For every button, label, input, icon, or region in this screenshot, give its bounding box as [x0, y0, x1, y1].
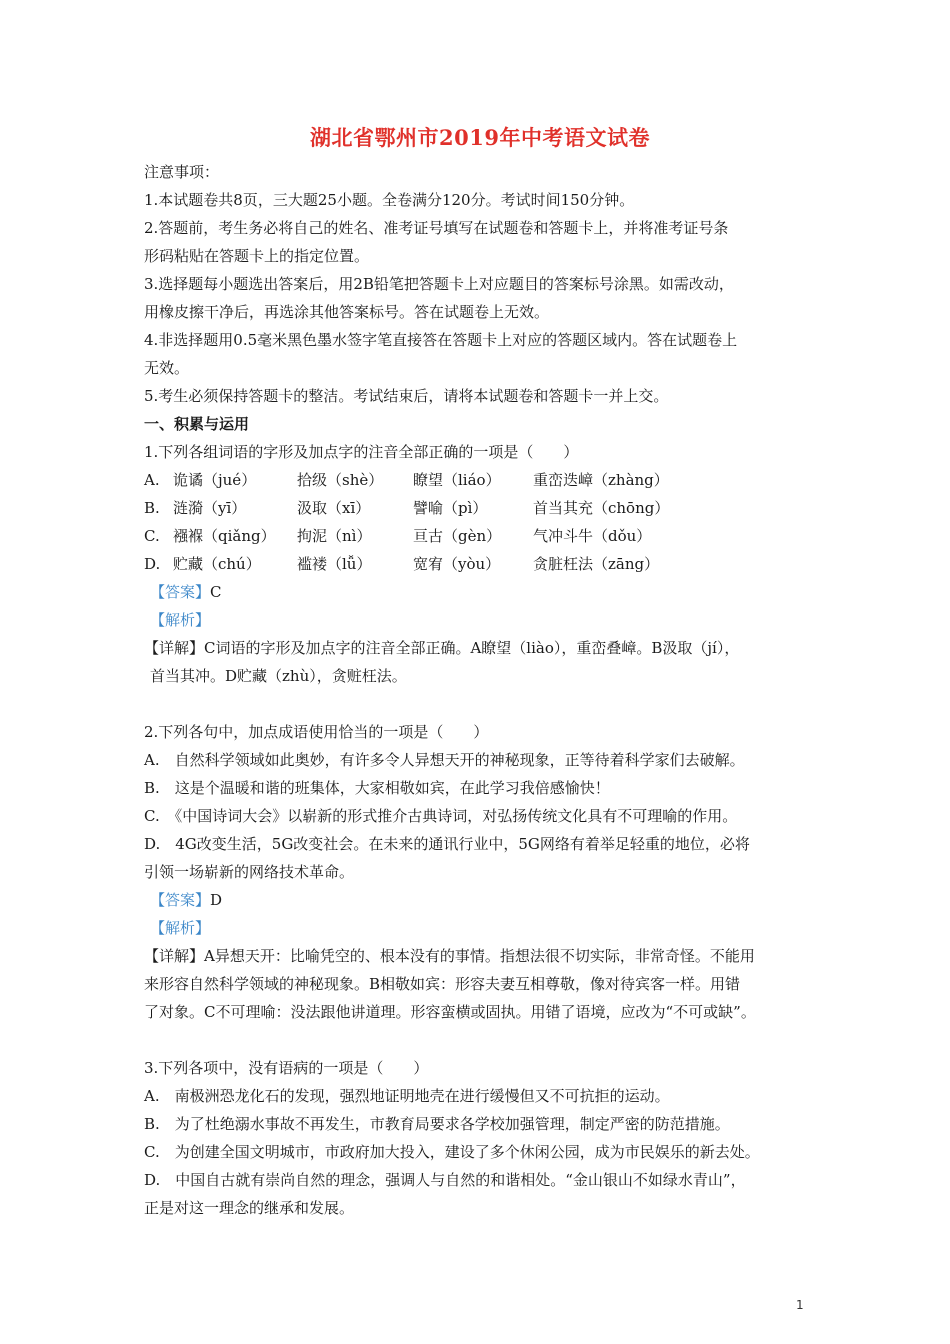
option-word: 贮藏（chú） — [173, 555, 261, 573]
exam-page — [144, 120, 816, 1222]
q2-option-d: D. 4G改变生活，5G改变社会。在未来的通讯行业中，5G网络有着举足轻重的地位，必将 — [144, 835, 750, 853]
spacer — [144, 1026, 816, 1054]
q1-option-c — [144, 522, 816, 550]
q1-detail-line: 【详解】C词语的字形及加点字的注音全部正确。A瞭望（liào），重峦叠嶂。B汲取（jí）， — [144, 639, 740, 657]
q1-option-b — [144, 494, 816, 522]
notice-heading: 注意事项： — [144, 163, 220, 181]
option-letter: D. — [144, 555, 161, 573]
q2-analysis — [144, 914, 816, 942]
q3-stem: 3.下列各项中，没有语病的一项是（ ） — [144, 1059, 429, 1077]
spacer — [144, 690, 816, 718]
notice-line: 1.本试题卷共8页，三大题25小题。全卷满分120分。考试时间150分钟。 — [144, 191, 635, 209]
q3-option-c: C. 为创建全国文明城市，市政府加大投入，建设了多个休闲公园，成为市民娱乐的新去处。 — [144, 1143, 760, 1161]
option-word: 拾级（shè） — [297, 471, 384, 489]
q2-option-d-cont: 引领一场崭新的网络技术革命。 — [144, 863, 355, 881]
q2-detail-line: 来形容自然科学领域的神秘现象。B相敬如宾：形容夫妻互相尊敬，像对待宾客一样。用错 — [144, 975, 741, 993]
q1-option-d — [144, 550, 816, 578]
q2-option-c: C. 《中国诗词大会》以崭新的形式推介古典诗词，对弘扬传统文化具有不可理喻的作用。 — [144, 807, 738, 825]
q2-stem: 2.下列各句中，加点成语使用恰当的一项是（ ） — [144, 723, 489, 741]
q2-option-b: B. 这是个温暖和谐的班集体，大家相敬如宾，在此学习我倍感愉快！ — [144, 779, 610, 797]
option-word: 涟漪（yī） — [173, 499, 247, 517]
option-letter: A. — [144, 471, 160, 489]
analysis-tag: 【解析】 — [150, 919, 211, 937]
q2-detail-line: 了对象。C不可理喻：没法跟他讲道理。形容蛮横或固执。用错了语境，应改为“不可或缺”。 — [144, 1003, 756, 1021]
option-word: 重峦迭嶂（zhàng） — [533, 471, 669, 489]
q3-option-d: D. 中国自古就有崇尚自然的理念，强调人与自然的和谐相处。“金山银山不如绿水青山”， — [144, 1171, 746, 1189]
exam-title: 湖北省鄂州市2019年中考语文试卷 — [310, 125, 650, 150]
q1-analysis — [144, 606, 816, 634]
option-word: 气冲斗牛（dǒu） — [533, 527, 652, 545]
q2-detail-line: 【详解】A异想天开：比喻凭空的、根本没有的事情。指想法很不切实际，非常奇怪。不能用 — [144, 947, 755, 965]
option-word: 汲取（xī） — [297, 499, 371, 517]
q1-stem: 1.下列各组词语的字形及加点字的注音全部正确的一项是（ ） — [144, 443, 579, 461]
notice-line: 3.选择题每小题选出答案后，用2B铅笔把答题卡上对应题目的答案标号涂黑。如需改动， — [144, 275, 734, 293]
notice-line: 用橡皮擦干净后，再选涂其他答案标号。答在试题卷上无效。 — [144, 303, 550, 321]
option-word: 拘泥（nì） — [297, 527, 372, 545]
q1-answer — [144, 578, 816, 606]
option-letter: C. — [144, 527, 160, 545]
answer-tag: 【答案】 — [150, 891, 211, 909]
option-word: 首当其充（chōng） — [533, 499, 670, 517]
option-word: 瞭望（liáo） — [413, 471, 501, 489]
q3-option-b: B. 为了杜绝溺水事故不再发生，市教育局要求各学校加强管理，制定严密的防范措施。 — [144, 1115, 730, 1133]
notice-line: 5.考生必须保持答题卡的整洁。考试结束后，请将本试题卷和答题卡一并上交。 — [144, 387, 669, 405]
q2-option-a: A. 自然科学领域如此奥妙，有许多令人异想天开的神秘现象，正等待着科学家们去破解。 — [144, 751, 745, 769]
analysis-tag: 【解析】 — [150, 611, 211, 629]
option-word: 襁褓（qiǎng） — [173, 527, 276, 545]
q3-option-d-cont: 正是对这一理念的继承和发展。 — [144, 1199, 355, 1217]
option-word: 褴褛（lǚ） — [297, 555, 372, 573]
option-word: 亘古（gèn） — [413, 527, 502, 545]
option-word: 譬喻（pì） — [413, 499, 488, 517]
answer-value: C — [210, 583, 222, 601]
q1-option-a — [144, 466, 816, 494]
notice-line: 2.答题前，考生务必将自己的姓名、准考证号填写在试题卷和答题卡上，并将准考证号条 — [144, 219, 729, 237]
notice-line: 形码粘贴在答题卡上的指定位置。 — [144, 247, 370, 265]
notice-line: 无效。 — [144, 359, 190, 377]
q2-answer — [144, 886, 816, 914]
answer-tag: 【答案】 — [150, 583, 211, 601]
q1-detail-line: 首当其冲。D贮藏（zhù），贪赃枉法。 — [150, 667, 407, 685]
notice-line: 4.非选择题用0.5毫米黑色墨水签字笔直接答在答题卡上对应的答题区域内。答在试题卷上 — [144, 331, 738, 349]
q3-option-a: A. 南极洲恐龙化石的发现，强烈地证明地壳在进行缓慢但又不可抗拒的运动。 — [144, 1087, 670, 1105]
answer-value: D — [210, 891, 223, 909]
option-word: 贪脏枉法（zāng） — [533, 555, 660, 573]
page-number: 1 — [796, 1298, 804, 1312]
option-word: 宽宥（yòu） — [413, 555, 501, 573]
option-word: 诡谲（jué） — [173, 471, 257, 489]
option-letter: B. — [144, 499, 160, 517]
section-heading: 一、积累与运用 — [144, 415, 250, 433]
